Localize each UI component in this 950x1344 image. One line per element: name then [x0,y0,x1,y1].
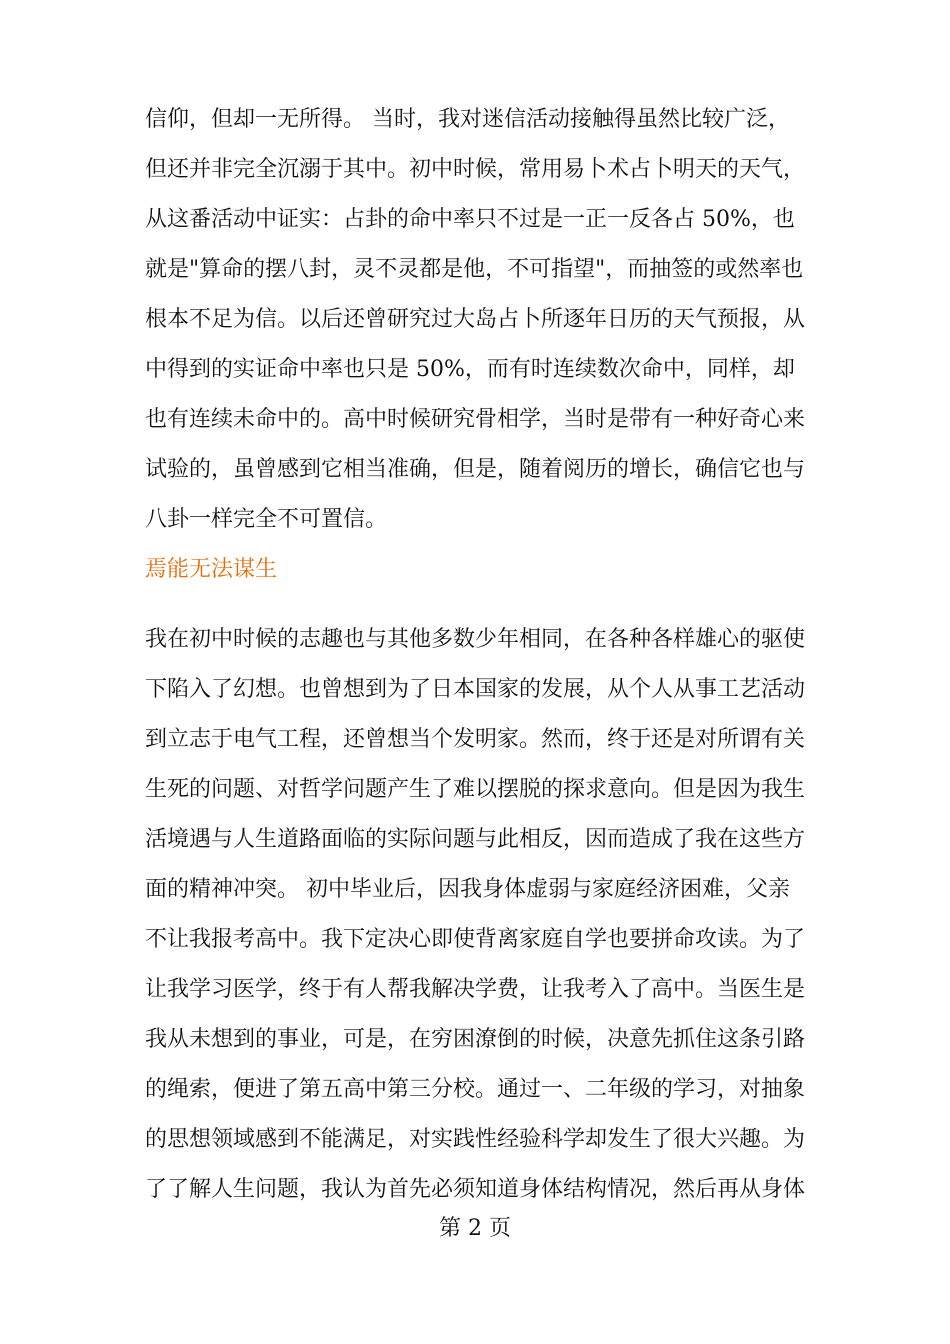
paragraph-line: 了了解人生问题，我认为首先必须知道身体结构情况，然后再从身体 [145,1177,806,1202]
paragraph-line: 试验的，虽曾感到它相当准确，但是，随着阅历的增长，确信它也与 [145,457,806,482]
paragraph-line: 生死的问题、对哲学问题产生了难以摆脱的探求意向。但是因为我生 [145,777,806,802]
paragraph-line: 面的精神冲突。 初中毕业后，因我身体虚弱与家庭经济困难，父亲 [145,877,790,902]
paragraph-line: 中得到的实证命中率也只是 50%，而有时连续数次命中，同样，却 [145,357,795,382]
paragraph-line: 下陷入了幻想。也曾想到为了日本国家的发展，从个人从事工艺活动 [145,677,806,702]
paragraph-line: 让我学习医学，终于有人帮我解决学费，让我考入了高中。当医生是 [145,977,806,1002]
paragraph-line: 的思想领域感到不能满足，对实践性经验科学却发生了很大兴趣。为 [145,1127,806,1152]
paragraph-line: 也有连续未命中的。高中时候研究骨相学，当时是带有一种好奇心来 [145,407,806,432]
paragraph-line: 我从未想到的事业，可是，在穷困潦倒的时候，决意先抓住这条引路 [145,1027,806,1052]
paragraph-line: 的绳索，便进了第五高中第三分校。通过一、二年级的学习，对抽象 [145,1077,806,1102]
paragraph-line: 从这番活动中证实：占卦的命中率只不过是一正一反各占 50%，也 [145,207,795,232]
paragraph-superstition [145,95,825,545]
paragraph-ambition [145,615,825,1215]
paragraph-line: 八卦一样完全不可置信。 [145,507,388,532]
section-heading: 焉能无法谋生 [145,557,278,582]
paragraph-line: 信仰，但却一无所得。 当时，我对迷信活动接触得虽然比较广泛， [145,107,790,132]
paragraph-line: 我在初中时候的志趣也与其他多数少年相同，在各种各样雄心的驱使 [145,627,806,652]
paragraph-line: 根本不足为信。以后还曾研究过大岛占卜所逐年日历的天气预报，从 [145,307,806,332]
page-number: 第 2 页 [439,1216,511,1241]
paragraph-line: 不让我报考高中。我下定决心即使背离家庭自学也要拼命攻读。为了 [145,927,806,952]
paragraph-line: 就是"算命的摆八封，灵不灵都是他，不可指望"，而抽签的或然率也 [145,257,804,282]
paragraph-line: 到立志于电气工程，还曾想当个发明家。然而，终于还是对所谓有关 [145,727,806,752]
paragraph-line: 但还并非完全沉溺于其中。初中时候，常用易卜术占卜明天的天气， [145,157,806,182]
paragraph-line: 活境遇与人生道路面临的实际问题与此相反，因而造成了我在这些方 [145,827,806,852]
